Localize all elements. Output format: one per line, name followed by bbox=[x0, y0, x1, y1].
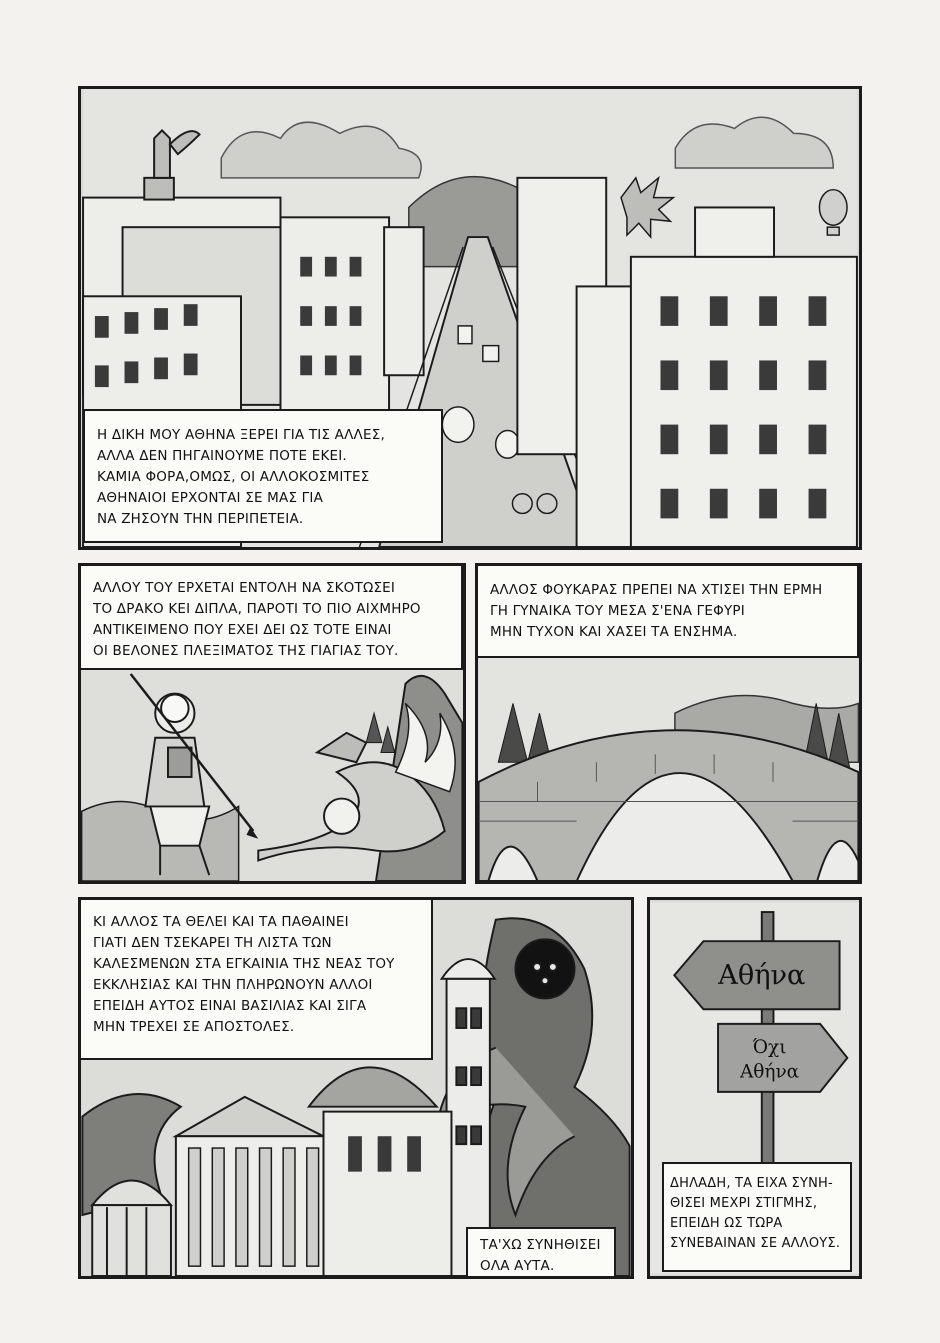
panel-church-hooded-figure bbox=[78, 897, 634, 1279]
panel-stone-bridge bbox=[475, 563, 862, 884]
caption-box-4b: ΤΑ'ΧΩ ΣΥΝΗΘΙΣΕΙ ΟΛΑ ΑΥΤΑ. bbox=[466, 1227, 616, 1279]
caption-box-2: ΑΛΛΟΥ ΤΟΥ ΕΡΧΕΤΑΙ ΕΝΤΟΛΗ ΝΑ ΣΚΟΤΩΣΕΙ ΤΟ ΔΡΑΚΟ ΚΕΙ ΔΙΠΛΑ, ΠΑΡΟΤΙ ΤΟ ΠΙΟ ΑΙΧΜΗΡΟ ΑΝΤΙΚΕΙΜΕΝΟ ΠΟΥ ΕΧΕΙ ΔΕΙ ΩΣ ΤΟΤΕ ΕΙΝΑΙ ΟΙ ΒΕΛΟΝΕΣ ΠΛΕΞΙΜΑΤΟΣ ΤΗΣ ΓΙΑΓΙΑΣ ΤΟΥ. bbox=[81, 566, 463, 670]
panel-city-street bbox=[78, 86, 862, 550]
caption-box-5: ΔΗΛΑΔΗ, ΤΑ ΕΙΧΑ ΣΥΝΗ- ΘΙΣΕΙ ΜΕΧΡΙ ΣΤΙΓΜΗΣ, ΕΠΕΙΔΗ ΩΣ ΤΩΡΑ ΣΥΝΕΒΑΙΝΑΝ ΣΕ ΑΛΛΟΥΣ. bbox=[662, 1162, 852, 1272]
sign-text-athens: Αθήνα bbox=[718, 959, 806, 991]
panel-dragon-slayer bbox=[78, 563, 466, 884]
caption-box-1: Η ΔΙΚΗ ΜΟΥ ΑΘΗΝΑ ΞΕΡΕΙ ΓΙΑ ΤΙΣ ΑΛΛΕΣ, ΑΛΛΑ ΔΕΝ ΠΗΓΑΙΝΟΥΜΕ ΠΟΤΕ ΕΚΕΙ. ΚΑΜΙΑ ΦΟΡΑ,ΟΜΩΣ, ΟΙ ΑΛΛΟΚΟΣΜΙΤΕΣ ΑΘΗΝΑΙΟΙ ΕΡΧΟΝΤΑΙ ΣΕ ΜΑΣ ΓΙΑ ΝΑ ΖΗΣΟΥΝ ΤΗΝ ΠΕΡΙΠΕΤΕΙΑ. bbox=[83, 409, 443, 543]
sign-text-not: Όχι bbox=[752, 1037, 787, 1059]
caption-box-4: ΚΙ ΑΛΛΟΣ ΤΑ ΘΕΛΕΙ ΚΑΙ ΤΑ ΠΑΘΑΙΝΕΙ ΓΙΑΤΙ ΔΕΝ ΤΣΕΚΑΡΕΙ ΤΗ ΛΙΣΤΑ ΤΩΝ ΚΑΛΕΣΜΕΝΩΝ ΣΤΑ ΕΓΚΑΙΝΙΑ ΤΗΣ ΝΕΑΣ ΤΟΥ ΕΚΚΛΗΣΙΑΣ ΚΑΙ ΤΗΝ ΠΛΗΡΩΝΟΥΝ ΑΛΛΟΙ ΕΠΕΙΔΗ ΑΥΤΟΣ ΕΙΝΑΙ ΒΑΣΙΛΙΑΣ ΚΑΙ ΣΙΓΑ ΜΗΝ ΤΡΕΧΕΙ ΣΕ ΑΠΟΣΤΟΛΕΣ. bbox=[81, 900, 433, 1060]
caption-box-3: ΑΛΛΟΣ ΦΟΥΚΑΡΑΣ ΠΡΕΠΕΙ ΝΑ ΧΤΙΣΕΙ ΤΗΝ ΕΡΜΗ ΓΗ ΓΥΝΑΙΚΑ ΤΟΥ ΜΕΣΑ Σ'ΕΝΑ ΓΕΦΥΡΙ ΜΗΝ ΤΥΧΟΝ ΚΑΙ ΧΑΣΕΙ ΤΑ ΕΝΣΗΜΑ. bbox=[478, 566, 859, 658]
sign-text-athens-2: Αθήνα bbox=[739, 1061, 800, 1083]
panel-signpost bbox=[647, 897, 862, 1279]
